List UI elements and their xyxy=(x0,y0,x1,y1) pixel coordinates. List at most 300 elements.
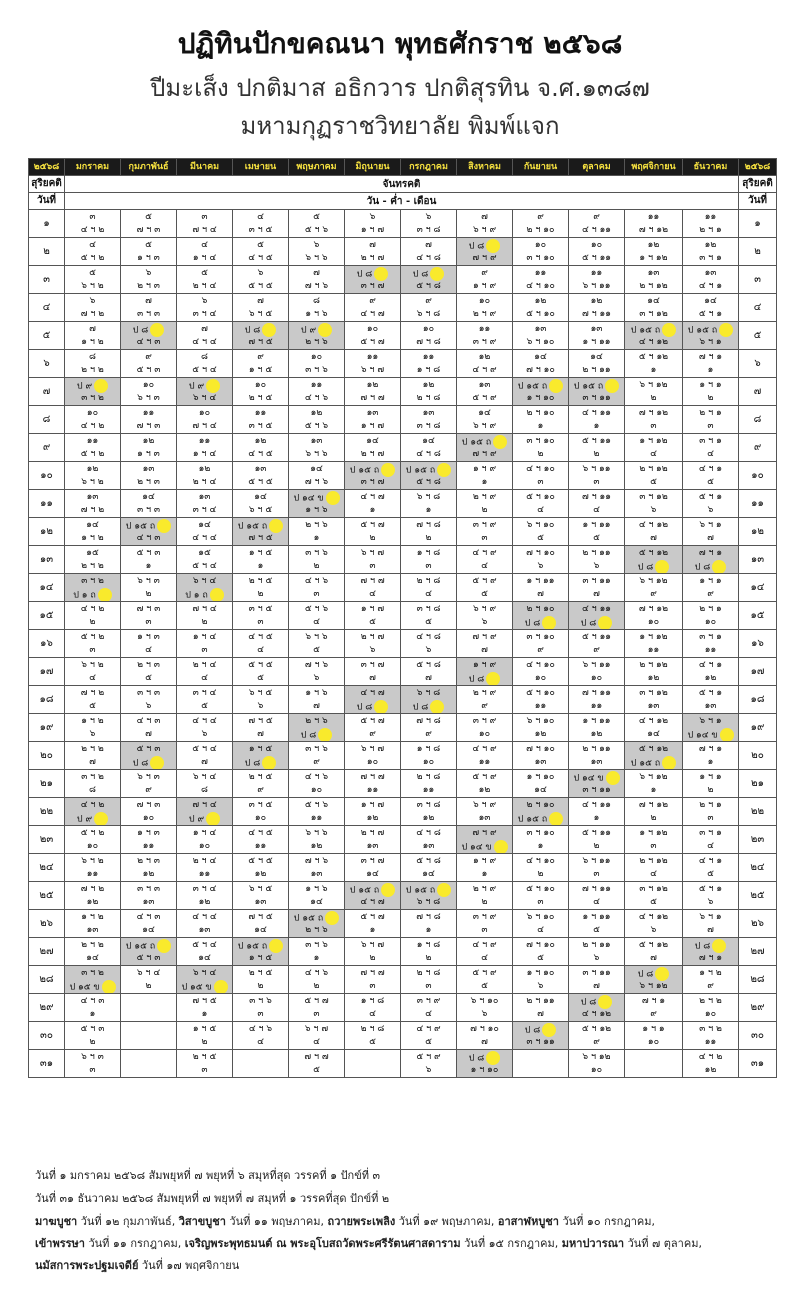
lunar-bottom: ป ๘ xyxy=(513,616,568,629)
calendar-cell xyxy=(401,266,457,294)
lunar-top: ๕ ฯ ๑๐ xyxy=(526,687,555,698)
lunar-top: ๕ ฯ ๑ xyxy=(698,883,723,894)
day-number-right: ๑๗ xyxy=(739,658,777,686)
lunar-top: ๑๔ xyxy=(366,435,379,446)
lunar-bottom: ๓ xyxy=(257,1008,264,1019)
lunar-bottom: ป ๙ xyxy=(177,812,232,825)
calendar-cell xyxy=(625,770,683,798)
calendar-cell xyxy=(401,462,457,490)
lunar-bottom: ๑๓ xyxy=(704,700,717,711)
lunar-top: ๒ ฯ ๒ xyxy=(81,939,104,950)
calendar-cell xyxy=(683,294,739,322)
lunar-bottom: ป ๑๕ ถ xyxy=(513,812,568,825)
holy-day-dot-icon xyxy=(598,616,612,630)
calendar-row xyxy=(29,294,777,322)
lunar-bottom: ๕ ฯ ๙ xyxy=(472,392,497,403)
lunar-top: ๒ ฯ ๖ xyxy=(305,715,328,726)
calendar-cell xyxy=(513,378,569,406)
day-number-right: ๑๕ xyxy=(739,602,777,630)
month-header: พฤษภาคม xyxy=(289,159,345,176)
lunar-top: ๗ ฯ ๑๐ xyxy=(470,1023,499,1034)
lunar-bottom: ๗ ฯ ๘ xyxy=(416,336,441,347)
calendar-cell xyxy=(233,658,289,686)
lunar-bottom: ๑ xyxy=(650,364,657,375)
lunar-top: ๕ ฯ ๑๒ xyxy=(581,1023,612,1034)
calendar-cell xyxy=(121,714,177,742)
footer-event-name: เข้าพรรษา xyxy=(35,1237,85,1250)
format-label-row xyxy=(29,193,777,210)
calendar-cell xyxy=(65,266,121,294)
lunar-top: ๑ ฯ ๑ xyxy=(699,379,722,390)
calendar-cell xyxy=(683,938,739,966)
calendar-cell xyxy=(683,602,739,630)
calendar-cell xyxy=(289,546,345,574)
calendar-cell xyxy=(457,210,513,238)
lunar-top: ๖ ฯ ๑๑ xyxy=(582,659,611,670)
lunar-bottom: ๓ ฯ ๓ xyxy=(136,504,161,515)
lunar-top: ๑ ฯ ๑ xyxy=(699,771,722,782)
month-header: มิถุนายน xyxy=(345,159,401,176)
lunar-bottom: ๑๐ xyxy=(254,812,267,823)
lunar-bottom: ๔ xyxy=(537,504,544,515)
lunar-top: ๑๕ xyxy=(198,547,211,558)
lunar-top: ๑๑ xyxy=(478,323,491,334)
calendar-cell xyxy=(457,350,513,378)
calendar-cell xyxy=(345,518,401,546)
lunar-bottom: ๑ xyxy=(650,784,657,795)
lunar-bottom: ๑๒ xyxy=(366,812,379,823)
calendar-cell xyxy=(121,266,177,294)
lunar-top: ๔ ฯ ๘ xyxy=(416,631,441,642)
lunar-top: ๑ ฯ ๙ xyxy=(472,659,497,670)
lunar-top: ๓ ฯ ๘ xyxy=(416,603,441,614)
lunar-bottom: ป ๑๕ ข xyxy=(177,980,232,993)
calendar-cell xyxy=(345,882,401,910)
lunar-top: ๖ ฯ ๑๒ xyxy=(639,379,668,390)
calendar-cell xyxy=(289,1022,345,1050)
lunar-bottom: ๖ xyxy=(650,924,657,935)
lunar-top: ๑ ฯ ๒ xyxy=(81,911,104,922)
lunar-bottom: ๑๒ xyxy=(478,784,491,795)
calendar-cell xyxy=(177,854,233,882)
lunar-bottom: ๑๓ xyxy=(310,868,323,879)
calendar-cell xyxy=(457,546,513,574)
lunar-bottom: ๑๑ xyxy=(366,784,379,795)
calendar-row xyxy=(29,518,777,546)
day-number-left: ๑๗ xyxy=(29,658,65,686)
month-header: กรกฎาคม xyxy=(401,159,457,176)
calendar-cell xyxy=(121,770,177,798)
lunar-top: ๗ ฯ ๑๐ xyxy=(526,939,555,950)
calendar-cell xyxy=(65,462,121,490)
calendar-cell xyxy=(683,210,739,238)
lunar-bottom: ๔ ฯ ๕ xyxy=(248,252,273,263)
lunar-label: จันทรคติ xyxy=(65,176,739,193)
lunar-top: ป ๑๕ ถ xyxy=(625,323,682,336)
calendar-cell xyxy=(121,322,177,350)
lunar-bottom: ๕ ฯ ๑๐ xyxy=(526,308,555,319)
lunar-top: ๗ ฯ ๕ xyxy=(248,911,273,922)
calendar-cell xyxy=(401,938,457,966)
calendar-cell xyxy=(683,238,739,266)
lunar-top: ๔ ฯ ๑๐ xyxy=(526,659,555,670)
lunar-bottom: ๓ ฯ ๔ xyxy=(192,308,217,319)
day-number-left: ๒๑ xyxy=(29,770,65,798)
lunar-top: ๓ ฯ ๖ xyxy=(249,995,272,1006)
calendar-cell xyxy=(289,210,345,238)
calendar-cell xyxy=(65,406,121,434)
lunar-top: ๓ ฯ ๙ xyxy=(472,519,497,530)
lunar-top: ๑ ฯ ๘ xyxy=(416,547,441,558)
calendar-row xyxy=(29,1022,777,1050)
lunar-top: ๔ ฯ ๑๒ xyxy=(638,911,669,922)
lunar-top: ๓ ฯ ๒ xyxy=(699,1023,722,1034)
lunar-bottom: ๓ xyxy=(707,420,714,431)
lunar-bottom: ๔ ฯ ๑๒ xyxy=(638,336,669,347)
calendar-cell xyxy=(233,938,289,966)
lunar-top: ๓ ฯ ๖ xyxy=(305,547,328,558)
calendar-cell xyxy=(345,238,401,266)
calendar-cell xyxy=(683,966,739,994)
calendar-cell xyxy=(121,210,177,238)
calendar-cell xyxy=(513,714,569,742)
lunar-top: ๔ ฯ ๙ xyxy=(472,547,497,558)
calendar-cell xyxy=(569,1050,625,1078)
lunar-top: ๑๓ xyxy=(310,435,323,446)
calendar-cell xyxy=(177,294,233,322)
lunar-bottom: ๒ ฯ ๔ xyxy=(192,476,217,487)
lunar-top: ๗ xyxy=(89,323,96,334)
calendar-cell xyxy=(177,770,233,798)
lunar-bottom: ๑๒ xyxy=(590,728,603,739)
lunar-top: ๑ ฯ ๒ xyxy=(81,715,104,726)
calendar-cell xyxy=(457,966,513,994)
calendar-cell xyxy=(177,882,233,910)
day-number-left: ๒๔ xyxy=(29,854,65,882)
calendar-cell xyxy=(121,238,177,266)
lunar-top: ๑๑ xyxy=(704,211,717,222)
day-number-left: ๒๖ xyxy=(29,910,65,938)
calendar-cell xyxy=(401,966,457,994)
calendar-cell xyxy=(401,406,457,434)
calendar-cell xyxy=(457,322,513,350)
lunar-top: ๕ ฯ ๗ xyxy=(360,519,385,530)
holy-day-dot-icon xyxy=(549,812,563,826)
lunar-bottom: ๑ xyxy=(537,420,544,431)
lunar-top: ป ๑๕ ถ xyxy=(401,463,456,476)
calendar-cell xyxy=(233,630,289,658)
calendar-cell xyxy=(177,686,233,714)
lunar-bottom: ๑ ฯ ๔ xyxy=(192,448,217,459)
lunar-bottom: ๔ ฯ ๙ xyxy=(472,364,497,375)
lunar-top: ๗ ฯ ๓ xyxy=(136,603,161,614)
lunar-top: ๑๕ xyxy=(86,547,99,558)
calendar-cell xyxy=(401,798,457,826)
lunar-bottom: ๕ ฯ ๘ xyxy=(416,280,441,291)
calendar-cell xyxy=(233,546,289,574)
day-number-right: ๑๔ xyxy=(739,574,777,602)
lunar-bottom: ๑๑ xyxy=(704,1036,717,1047)
calendar-row xyxy=(29,574,777,602)
calendar-cell xyxy=(625,602,683,630)
lunar-top: ๕ xyxy=(257,239,264,250)
lunar-bottom: ๔ ฯ ๓ xyxy=(136,336,161,347)
calendar-cell xyxy=(683,462,739,490)
lunar-top: ๒ ฯ ๕ xyxy=(248,967,273,978)
month-header: เมษายน xyxy=(233,159,289,176)
calendar-cell xyxy=(683,770,739,798)
day-number-right: ๒๗ xyxy=(739,938,777,966)
lunar-top: ๑ ฯ ๓ xyxy=(137,827,160,838)
lunar-bottom: ๑๓ xyxy=(198,924,211,935)
calendar-row xyxy=(29,630,777,658)
calendar-cell xyxy=(177,714,233,742)
lunar-top: ๔ ฯ ๖ xyxy=(248,1023,273,1034)
lunar-bottom: ๖ xyxy=(707,504,714,515)
lunar-top: ๒ ฯ ๙ xyxy=(472,687,497,698)
calendar-cell xyxy=(121,350,177,378)
lunar-top: ป ๘ xyxy=(569,995,624,1008)
lunar-top: ๒ ฯ ๓ xyxy=(137,659,160,670)
calendar-cell xyxy=(683,546,739,574)
lunar-top: ๑๐ xyxy=(422,323,435,334)
lunar-top: ๓ ฯ ๒ xyxy=(81,771,104,782)
lunar-bottom: ๗ ฯ ๗ xyxy=(360,392,385,403)
lunar-top: ๔ ฯ ๑ xyxy=(698,855,723,866)
calendar-cell xyxy=(513,1050,569,1078)
lunar-top: ๑ ฯ ๓ xyxy=(137,631,160,642)
lunar-bottom: ๑๔ xyxy=(422,868,435,879)
calendar-row xyxy=(29,406,777,434)
lunar-top: ๓ ฯ ๑๑ xyxy=(582,575,611,586)
lunar-top: ๑๔ xyxy=(254,491,267,502)
lunar-top: ๖ xyxy=(145,267,152,278)
holy-day-dot-icon xyxy=(655,967,669,981)
lunar-top: ๗ ฯ ๙ xyxy=(472,631,497,642)
calendar-cell xyxy=(65,294,121,322)
lunar-bottom: ป ๘ xyxy=(233,756,288,769)
calendar-cell xyxy=(345,938,401,966)
lunar-top: ๒ ฯ ๒ xyxy=(81,743,104,754)
lunar-top: ๖ xyxy=(257,267,264,278)
lunar-bottom: ป ๑๔ ข xyxy=(457,840,512,853)
calendar-row xyxy=(29,826,777,854)
calendar-cell xyxy=(121,574,177,602)
calendar-row xyxy=(29,910,777,938)
lunar-bottom: ๗ ฯ ๖ xyxy=(304,280,329,291)
lunar-top: ๑ ฯ ๕ xyxy=(192,1023,217,1034)
lunar-bottom: ๔ xyxy=(707,448,714,459)
day-label-right: วันที่ xyxy=(739,193,777,210)
lunar-bottom: ๔ ฯ ๒ xyxy=(80,224,105,235)
lunar-bottom: ๖ xyxy=(145,700,152,711)
calendar-cell xyxy=(513,210,569,238)
calendar-cell xyxy=(683,574,739,602)
lunar-top: ๖ ฯ ๔ xyxy=(192,575,217,586)
lunar-top: ๖ ฯ ๑๐ xyxy=(526,715,555,726)
lunar-bottom: ๑๐ xyxy=(198,840,211,851)
lunar-top: ๑๓ xyxy=(478,379,491,390)
calendar-cell xyxy=(289,574,345,602)
holy-day-dot-icon xyxy=(318,323,332,337)
lunar-bottom: ๙ xyxy=(425,728,432,739)
calendar-cell xyxy=(401,602,457,630)
holy-day-dot-icon xyxy=(98,588,112,602)
day-number-right: ๗ xyxy=(739,378,777,406)
lunar-bottom: ๖ xyxy=(707,896,714,907)
lunar-top: ๑๔ xyxy=(198,519,211,530)
footer-event-date: วันที่ ๑๕ กรกฎาคม, xyxy=(460,1237,562,1250)
lunar-bottom: ๑๐ xyxy=(590,1064,603,1075)
lunar-bottom: ๓ ฯ ๑๑ xyxy=(582,784,611,795)
day-number-left: ๙ xyxy=(29,434,65,462)
lunar-top: ๗ ฯ ๑ xyxy=(698,743,723,754)
lunar-top: ๑ ฯ ๗ xyxy=(360,799,385,810)
holy-day-dot-icon xyxy=(206,812,220,826)
lunar-bottom: ๔ xyxy=(425,1008,432,1019)
lunar-bottom: ป ๘ xyxy=(289,728,344,741)
lunar-top: ๔ xyxy=(201,239,208,250)
holy-day-dot-icon xyxy=(210,588,224,602)
lunar-bottom: ๑๐ xyxy=(534,672,547,683)
lunar-top: ๔ ฯ ๖ xyxy=(304,967,329,978)
calendar-cell xyxy=(233,378,289,406)
lunar-bottom: ๗ ฯ ๕ xyxy=(248,336,273,347)
lunar-bottom: ๒ ฯ ๗ xyxy=(360,252,385,263)
lunar-bottom: ๑๔ xyxy=(254,924,267,935)
lunar-top: ๑๐ xyxy=(254,379,267,390)
lunar-bottom: ๒ xyxy=(593,448,600,459)
lunar-top: ๗ ฯ ๙ xyxy=(472,827,497,838)
lunar-top: ๒ ฯ ๑๒ xyxy=(639,855,668,866)
calendar-cell xyxy=(233,742,289,770)
lunar-bottom: ๖ ฯ ๖ xyxy=(305,448,328,459)
lunar-top: ๗ xyxy=(313,267,320,278)
calendar-cell xyxy=(625,714,683,742)
lunar-bottom: ๒ ฯ ๑๑ xyxy=(582,364,611,375)
lunar-bottom: ๓ ฯ ๕ xyxy=(248,224,273,235)
lunar-top: ๒ ฯ ๘ xyxy=(416,575,441,586)
day-number-left: ๓๑ xyxy=(29,1050,65,1078)
calendar-cell xyxy=(177,462,233,490)
lunar-bottom: ๑๔ xyxy=(198,952,211,963)
calendar-cell xyxy=(345,462,401,490)
footer-line-1: วันที่ ๑ มกราคม ๒๕๖๘ สัมพยุหที่ ๗ พยุหที่ ๖ สมุหที่สุด วรรคที่ ๑ ปักข์ที่ ๓ xyxy=(35,1169,380,1182)
lunar-top: ๓ ฯ ๑๒ xyxy=(639,491,668,502)
lunar-top: ๓ ฯ ๙ xyxy=(472,911,497,922)
day-number-left: ๒๐ xyxy=(29,742,65,770)
calendar-cell xyxy=(65,546,121,574)
day-number-left: ๑๓ xyxy=(29,546,65,574)
lunar-bottom: ๔ xyxy=(425,588,432,599)
lunar-bottom: ๓ ฯ ๑๒ xyxy=(639,308,668,319)
lunar-bottom: ๑๒ xyxy=(142,868,155,879)
calendar-cell xyxy=(401,630,457,658)
lunar-top: ๑๑ xyxy=(366,351,379,362)
calendar-cell xyxy=(683,910,739,938)
calendar-row xyxy=(29,266,777,294)
day-number-left: ๒๒ xyxy=(29,798,65,826)
calendar-cell xyxy=(513,630,569,658)
lunar-top: ๕ ฯ ๑๒ xyxy=(638,547,669,558)
calendar-cell xyxy=(513,350,569,378)
holy-day-dot-icon xyxy=(712,560,726,574)
lunar-bottom: ๑๔ xyxy=(647,728,660,739)
lunar-bottom: ๙ xyxy=(650,1008,657,1019)
lunar-top: ๑๒ xyxy=(310,407,323,418)
holy-day-dot-icon xyxy=(269,939,283,953)
calendar-cell xyxy=(401,742,457,770)
lunar-top: ๔ xyxy=(257,211,264,222)
lunar-top: ๒ ฯ ๘ xyxy=(360,1023,385,1034)
calendar-cell xyxy=(625,378,683,406)
calendar-cell xyxy=(65,658,121,686)
calendar-cell xyxy=(683,350,739,378)
lunar-bottom: ๕ ฯ ๕ xyxy=(248,280,273,291)
holy-day-dot-icon xyxy=(549,379,563,393)
lunar-top: ๕ xyxy=(313,211,320,222)
lunar-top: ๑๔ xyxy=(534,351,547,362)
page-title: ปฏิทินปักขคณนา พุทธศักราช ๒๕๖๘ xyxy=(177,27,623,60)
calendar-row xyxy=(29,686,777,714)
lunar-top: ๕ ฯ ๙ xyxy=(472,771,497,782)
lunar-bottom: ๑ xyxy=(425,504,432,515)
lunar-bottom: ๑๔ xyxy=(310,896,323,907)
lunar-top: ๖ ฯ ๑ xyxy=(699,715,722,726)
lunar-bottom: ๔ xyxy=(257,1036,264,1047)
lunar-bottom: ๓ ฯ ๗ xyxy=(360,476,385,487)
day-number-left: ๑๔ xyxy=(29,574,65,602)
lunar-bottom: ๔ xyxy=(313,1036,320,1047)
calendar-cell xyxy=(513,574,569,602)
lunar-bottom: ๓ ฯ ๕ xyxy=(248,420,273,431)
lunar-bottom: ๔ xyxy=(593,504,600,515)
lunar-top: ๔ ฯ ๗ xyxy=(360,491,385,502)
calendar-cell xyxy=(289,686,345,714)
lunar-bottom: ๗ ฯ ๑๑ xyxy=(582,308,611,319)
calendar-cell xyxy=(233,238,289,266)
calendar-cell xyxy=(683,1022,739,1050)
lunar-top: ๒ ฯ ๑๑ xyxy=(582,939,611,950)
lunar-top: ๑๐ xyxy=(590,239,603,250)
calendar-cell xyxy=(569,462,625,490)
lunar-top: ๗ ฯ ๑๒ xyxy=(638,603,669,614)
lunar-bottom: ป ๑ ถ xyxy=(177,588,232,601)
lunar-bottom: ๓ ฯ ๔ xyxy=(192,504,217,515)
day-number-right: ๒๔ xyxy=(739,854,777,882)
lunar-bottom: ๗ xyxy=(481,1036,488,1047)
calendar-cell xyxy=(289,238,345,266)
lunar-bottom: ๑๓ xyxy=(254,896,267,907)
day-number-right: ๒๘ xyxy=(739,966,777,994)
day-number-right: ๒ xyxy=(739,238,777,266)
calendar-cell xyxy=(569,770,625,798)
lunar-top: ๑ ฯ ๕ xyxy=(248,547,273,558)
calendar-cell xyxy=(289,322,345,350)
holy-day-dot-icon xyxy=(662,756,676,770)
lunar-bottom: ๕ ฯ ๖ xyxy=(304,224,329,235)
lunar-bottom: ๕ xyxy=(650,476,657,487)
calendar-cell xyxy=(121,854,177,882)
lunar-top: ๑๑ xyxy=(534,267,547,278)
lunar-top: ๑๓ xyxy=(366,407,379,418)
lunar-bottom: ๒ xyxy=(257,588,264,599)
lunar-top: ๑๔ xyxy=(86,519,99,530)
lunar-top: ป ๑๕ ถ xyxy=(569,379,624,392)
calendar-cell xyxy=(457,826,513,854)
lunar-top: ๑๓ xyxy=(142,463,155,474)
lunar-bottom: ๕ xyxy=(425,616,432,627)
